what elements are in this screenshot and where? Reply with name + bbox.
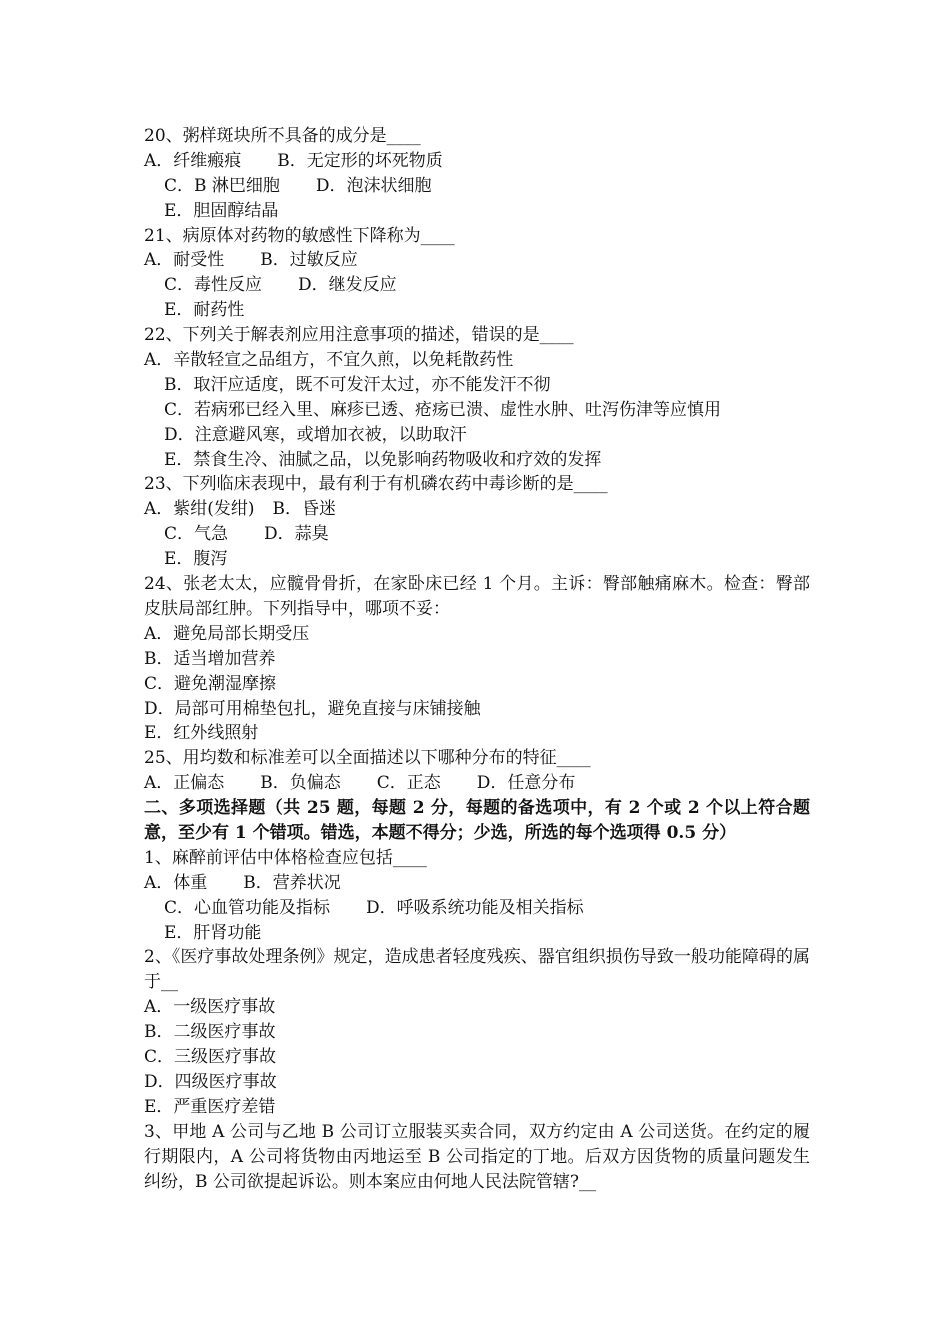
option-e: E．胆固醇结晶 xyxy=(164,200,279,221)
option-a: A．纤维瘢痕 xyxy=(144,150,242,171)
multi-question-1-options-ab xyxy=(144,871,810,896)
option-a: A．一级医疗事故 xyxy=(144,997,276,1018)
option-d: D．任意分布 xyxy=(476,773,576,794)
multi-question-2-stem: 2、《医疗事故处理条例》规定，造成患者轻度残疾、器官组织损伤导致一般功能障碍的属于__ xyxy=(144,947,810,993)
option-c: C．若病邪已经入里、麻疹已透、疮疡已溃、虚性水肿、吐泻伤津等应慎用 xyxy=(164,399,722,420)
option-c: C．毒性反应 xyxy=(164,275,263,296)
option-d: D．继发反应 xyxy=(298,275,397,296)
option-b: B．过敏反应 xyxy=(260,250,358,271)
question-20-stem: 20、粥样斑块所不具备的成分是____ xyxy=(144,126,421,146)
option-c: C．B 淋巴细胞 xyxy=(164,175,280,196)
option-a: A．避免局部长期受压 xyxy=(144,623,310,644)
option-c: C．气急 xyxy=(164,524,229,545)
question-25-stem: 25、用均数和标准差可以全面描述以下哪种分布的特征____ xyxy=(144,748,591,769)
question-21-options-cd xyxy=(144,273,810,298)
option-b: B．营养状况 xyxy=(243,872,341,893)
document-body xyxy=(144,124,810,1194)
question-22-stem: 22、下列关于解表剂应用注意事项的描述，错误的是____ xyxy=(144,325,574,346)
option-b: B．无定形的坏死物质 xyxy=(277,150,443,171)
section-heading: 二、多项选择题（共 25 题，每题 2 分，每题的备选项中，有 2 个或 2 个以上符合题意，至少有 1 个错项。错选，本题不得分；少选，所选的每个选项得 0.5 分） xyxy=(144,798,810,843)
question-23-options-cd xyxy=(144,522,810,547)
question-21-stem: 21、病原体对药物的敏感性下降称为____ xyxy=(144,225,455,246)
option-e: E．腹泻 xyxy=(164,549,228,570)
multi-question-1-stem: 1、麻醉前评估中体格检查应包括____ xyxy=(144,847,427,868)
option-d: D．呼吸系统功能及相关指标 xyxy=(366,897,584,918)
question-20-options-ab xyxy=(144,149,810,174)
question-24-stem: 24、张老太太，应髋骨骨折，在家卧床已经 1 个月。主诉：臀部触痛麻木。检查：臀部皮肤局部红肿。下列指导中，哪项不妥： xyxy=(144,574,810,619)
option-c: C．三级医疗事故 xyxy=(144,1047,277,1068)
question-20-options-cd xyxy=(144,174,810,199)
option-a: A．辛散轻宣之品组方，不宜久煎，以免耗散药性 xyxy=(144,350,514,371)
question-23-stem: 23、下列临床表现中，最有利于有机磷农药中毒诊断的是____ xyxy=(144,474,608,495)
option-e: E．耐药性 xyxy=(164,300,245,321)
option-c: C．避免潮湿摩擦 xyxy=(144,673,277,694)
option-e: E．肝肾功能 xyxy=(164,922,262,943)
option-b: B．二级医疗事故 xyxy=(144,1022,276,1043)
option-d: D．注意避风寒，或增加衣被，以助取汗 xyxy=(164,424,467,445)
option-b: B．取汗应适度，既不可发汗太过，亦不能发汗不彻 xyxy=(164,374,551,395)
option-a: A．耐受性 xyxy=(144,250,225,271)
option-e: E．红外线照射 xyxy=(144,723,259,744)
option-b: B．适当增加营养 xyxy=(144,648,276,669)
option-d: D．蒜臭 xyxy=(264,524,329,545)
option-a: A．体重 xyxy=(144,872,208,893)
multi-question-3-stem: 3、甲地 A 公司与乙地 B 公司订立服装买卖合同，双方约定由 A 公司送货。在约定的履行期限内，A 公司将货物由丙地运至 B 公司指定的丁地。后双方因货物的质量问题发生纠纷，B 公司欲提起诉讼。则本案应由何地人民法院管辖?__ xyxy=(144,1121,810,1192)
option-d: D．泡沫状细胞 xyxy=(315,175,432,196)
option-d: D．四级医疗事故 xyxy=(144,1071,277,1092)
option-b: B．负偏态 xyxy=(260,773,341,794)
option-c: C．心血管功能及指标 xyxy=(164,897,331,918)
question-23-options-ab xyxy=(144,497,810,522)
option-e: E．禁食生冷、油腻之品，以免影响药物吸收和疗效的发挥 xyxy=(164,449,602,470)
multi-question-1-options-cd xyxy=(144,896,810,921)
option-e: E．严重医疗差错 xyxy=(144,1096,276,1117)
question-21-options-ab xyxy=(144,248,810,273)
option-a: A．正偏态 xyxy=(144,773,225,794)
option-c: C．正态 xyxy=(376,773,441,794)
option-a: A．紫绀(发绀) xyxy=(144,499,255,520)
option-b: B．昏迷 xyxy=(272,499,337,520)
option-d: D．局部可用棉垫包扎，避免直接与床铺接触 xyxy=(144,698,481,719)
question-25-options xyxy=(144,771,810,796)
